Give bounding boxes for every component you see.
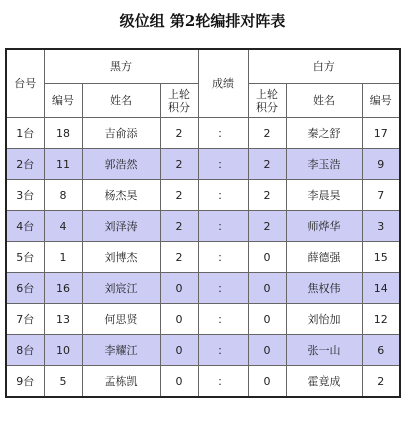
table-row [6, 180, 400, 211]
table-row [6, 118, 400, 149]
white-name-cell: 李晨昊 [286, 180, 362, 211]
white-score-cell: 2 [248, 211, 286, 242]
black-name-cell: 吉俞添 [82, 118, 160, 149]
white-score-cell: 2 [248, 118, 286, 149]
board-cell: 5台 [6, 242, 44, 273]
header-white-num: 编号 [362, 84, 400, 118]
board-cell: 2台 [6, 149, 44, 180]
header-row-1 [6, 49, 400, 84]
black-name-cell: 刘博杰 [82, 242, 160, 273]
black-num-cell: 13 [44, 304, 82, 335]
board-cell: 8台 [6, 335, 44, 366]
black-score-cell: 0 [160, 304, 198, 335]
white-score-cell: 0 [248, 273, 286, 304]
black-name-cell: 李耀江 [82, 335, 160, 366]
header-board: 台号 [6, 49, 44, 118]
table-row [6, 335, 400, 366]
header-black-score-text: 上轮积分 [168, 87, 191, 114]
black-num-cell: 1 [44, 242, 82, 273]
board-cell: 7台 [6, 304, 44, 335]
board-cell: 3台 [6, 180, 44, 211]
white-score-cell: 0 [248, 304, 286, 335]
white-name-cell: 李玉浩 [286, 149, 362, 180]
white-score-cell: 0 [248, 242, 286, 273]
white-num-cell: 7 [362, 180, 400, 211]
white-num-cell: 3 [362, 211, 400, 242]
white-num-cell: 17 [362, 118, 400, 149]
table-row [6, 211, 400, 242]
black-num-cell: 11 [44, 149, 82, 180]
black-score-cell: 2 [160, 149, 198, 180]
header-white-score [248, 84, 286, 118]
black-name-cell: 何思贤 [82, 304, 160, 335]
header-black-score [160, 84, 198, 118]
white-name-cell: 刘怡加 [286, 304, 362, 335]
table-row [6, 366, 400, 398]
result-cell: ： [198, 118, 248, 149]
header-black-name: 姓名 [82, 84, 160, 118]
board-cell: 9台 [6, 366, 44, 398]
black-score-cell: 2 [160, 211, 198, 242]
black-score-cell: 2 [160, 180, 198, 211]
board-cell: 6台 [6, 273, 44, 304]
black-num-cell: 10 [44, 335, 82, 366]
black-score-cell: 0 [160, 335, 198, 366]
black-name-cell: 郭浩然 [82, 149, 160, 180]
black-score-cell: 2 [160, 242, 198, 273]
white-name-cell: 张一山 [286, 335, 362, 366]
pairing-table [5, 48, 401, 398]
white-name-cell: 焦权伟 [286, 273, 362, 304]
header-white-name: 姓名 [286, 84, 362, 118]
black-num-cell: 16 [44, 273, 82, 304]
white-num-cell: 15 [362, 242, 400, 273]
white-score-cell: 2 [248, 149, 286, 180]
white-score-cell: 0 [248, 335, 286, 366]
result-cell: ： [198, 335, 248, 366]
header-result: 成绩 [198, 49, 248, 118]
board-cell: 1台 [6, 118, 44, 149]
white-num-cell: 9 [362, 149, 400, 180]
white-num-cell: 2 [362, 366, 400, 398]
white-name-cell: 秦之舒 [286, 118, 362, 149]
black-num-cell: 4 [44, 211, 82, 242]
white-name-cell: 霍竟成 [286, 366, 362, 398]
black-num-cell: 8 [44, 180, 82, 211]
table-row [6, 304, 400, 335]
white-num-cell: 14 [362, 273, 400, 304]
white-name-cell: 薛德强 [286, 242, 362, 273]
white-num-cell: 6 [362, 335, 400, 366]
black-name-cell: 刘宸江 [82, 273, 160, 304]
result-cell: ： [198, 180, 248, 211]
white-score-cell: 2 [248, 180, 286, 211]
table-row [6, 149, 400, 180]
table-row [6, 273, 400, 304]
white-name-cell: 师烨华 [286, 211, 362, 242]
result-cell: ： [198, 273, 248, 304]
result-cell: ： [198, 304, 248, 335]
result-cell: ： [198, 242, 248, 273]
header-white-score-text: 上轮积分 [256, 87, 279, 114]
black-name-cell: 刘泽涛 [82, 211, 160, 242]
black-score-cell: 0 [160, 366, 198, 398]
black-score-cell: 2 [160, 118, 198, 149]
table-row [6, 242, 400, 273]
result-cell: ： [198, 366, 248, 398]
black-num-cell: 5 [44, 366, 82, 398]
page-title: 级位组 第2轮编排对阵表 [119, 12, 286, 30]
black-score-cell: 0 [160, 273, 198, 304]
black-name-cell: 孟栋凯 [82, 366, 160, 398]
white-score-cell: 0 [248, 366, 286, 398]
header-black-num: 编号 [44, 84, 82, 118]
black-num-cell: 18 [44, 118, 82, 149]
result-cell: ： [198, 211, 248, 242]
header-white: 白方 [248, 49, 400, 84]
white-num-cell: 12 [362, 304, 400, 335]
header-black: 黑方 [44, 49, 198, 84]
result-cell: ： [198, 149, 248, 180]
board-cell: 4台 [6, 211, 44, 242]
black-name-cell: 杨杰昊 [82, 180, 160, 211]
